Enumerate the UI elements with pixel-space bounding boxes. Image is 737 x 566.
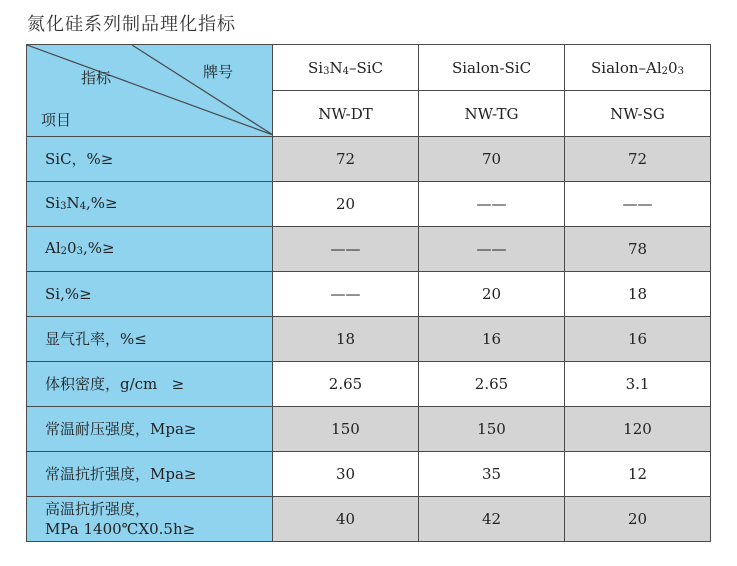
table-cell: 35 [419,452,565,497]
row-label [27,497,273,542]
table-cell: 150 [419,407,565,452]
table-row [27,137,711,182]
table-cell: 72 [565,137,711,182]
table-cell: 3.1 [565,362,711,407]
row-label: $Al_20_3,\%\ge$ [27,227,273,272]
table-row [27,272,711,317]
row-label: 常温抗折强度，Mpa≥ [27,452,273,497]
table-cell: —— [565,182,711,227]
table-cell: 20 [565,497,711,542]
column-header-grade: NW-SG [565,91,711,137]
table-cell: 120 [565,407,711,452]
brand-label: 牌号 [203,63,234,81]
column-header-material: Sialon–$Al_20_3$ [565,45,711,91]
page-title: 氮化硅系列制品理化指标 [27,14,236,35]
table-cell: 70 [419,137,565,182]
table-row [27,182,711,227]
table-row [27,407,711,452]
row-label: SiC，%≥ [27,137,273,182]
table-cell: 40 [273,497,419,542]
column-header-grade: NW-DT [273,91,419,137]
table-cell: —— [419,182,565,227]
table-cell: 12 [565,452,711,497]
table-cell: 16 [419,317,565,362]
table-cell: —— [273,227,419,272]
column-header-material: Sialon-SiC [419,45,565,91]
table-cell: 78 [565,227,711,272]
row-label-line: 高温抗折强度， [45,500,151,518]
table-row [27,497,711,542]
index-label: 指标 [81,69,112,87]
row-label: 显气孔率，%≤ [27,317,273,362]
table-cell: —— [273,272,419,317]
table-row [27,452,711,497]
table-cell: 16 [565,317,711,362]
table-cell: 30 [273,452,419,497]
table-cell: 2.65 [419,362,565,407]
table-cell: 18 [565,272,711,317]
table-cell: —— [419,227,565,272]
table-cell: 20 [419,272,565,317]
row-label-line: MPa 1400℃X0.5h≥ [45,520,196,538]
table-cell: 42 [419,497,565,542]
table-row [27,227,711,272]
table-corner-header [27,45,273,137]
column-header-grade: NW-TG [419,91,565,137]
table-cell: 2.65 [273,362,419,407]
table-cell: 150 [273,407,419,452]
table-row [27,362,711,407]
table-row [27,317,711,362]
table-cell: 72 [273,137,419,182]
properties-table [26,44,711,542]
table-cell: 18 [273,317,419,362]
row-label: $Si_3N_4,\%\ge$ [27,182,273,227]
item-label: 项目 [41,111,72,129]
table-cell: 20 [273,182,419,227]
column-header-material: $Si_3N_4$–SiC [273,45,419,91]
row-label: 体积密度，g/cm ≥ [27,362,273,407]
row-label: Si,%≥ [27,272,273,317]
row-label: 常温耐压强度，Mpa≥ [27,407,273,452]
